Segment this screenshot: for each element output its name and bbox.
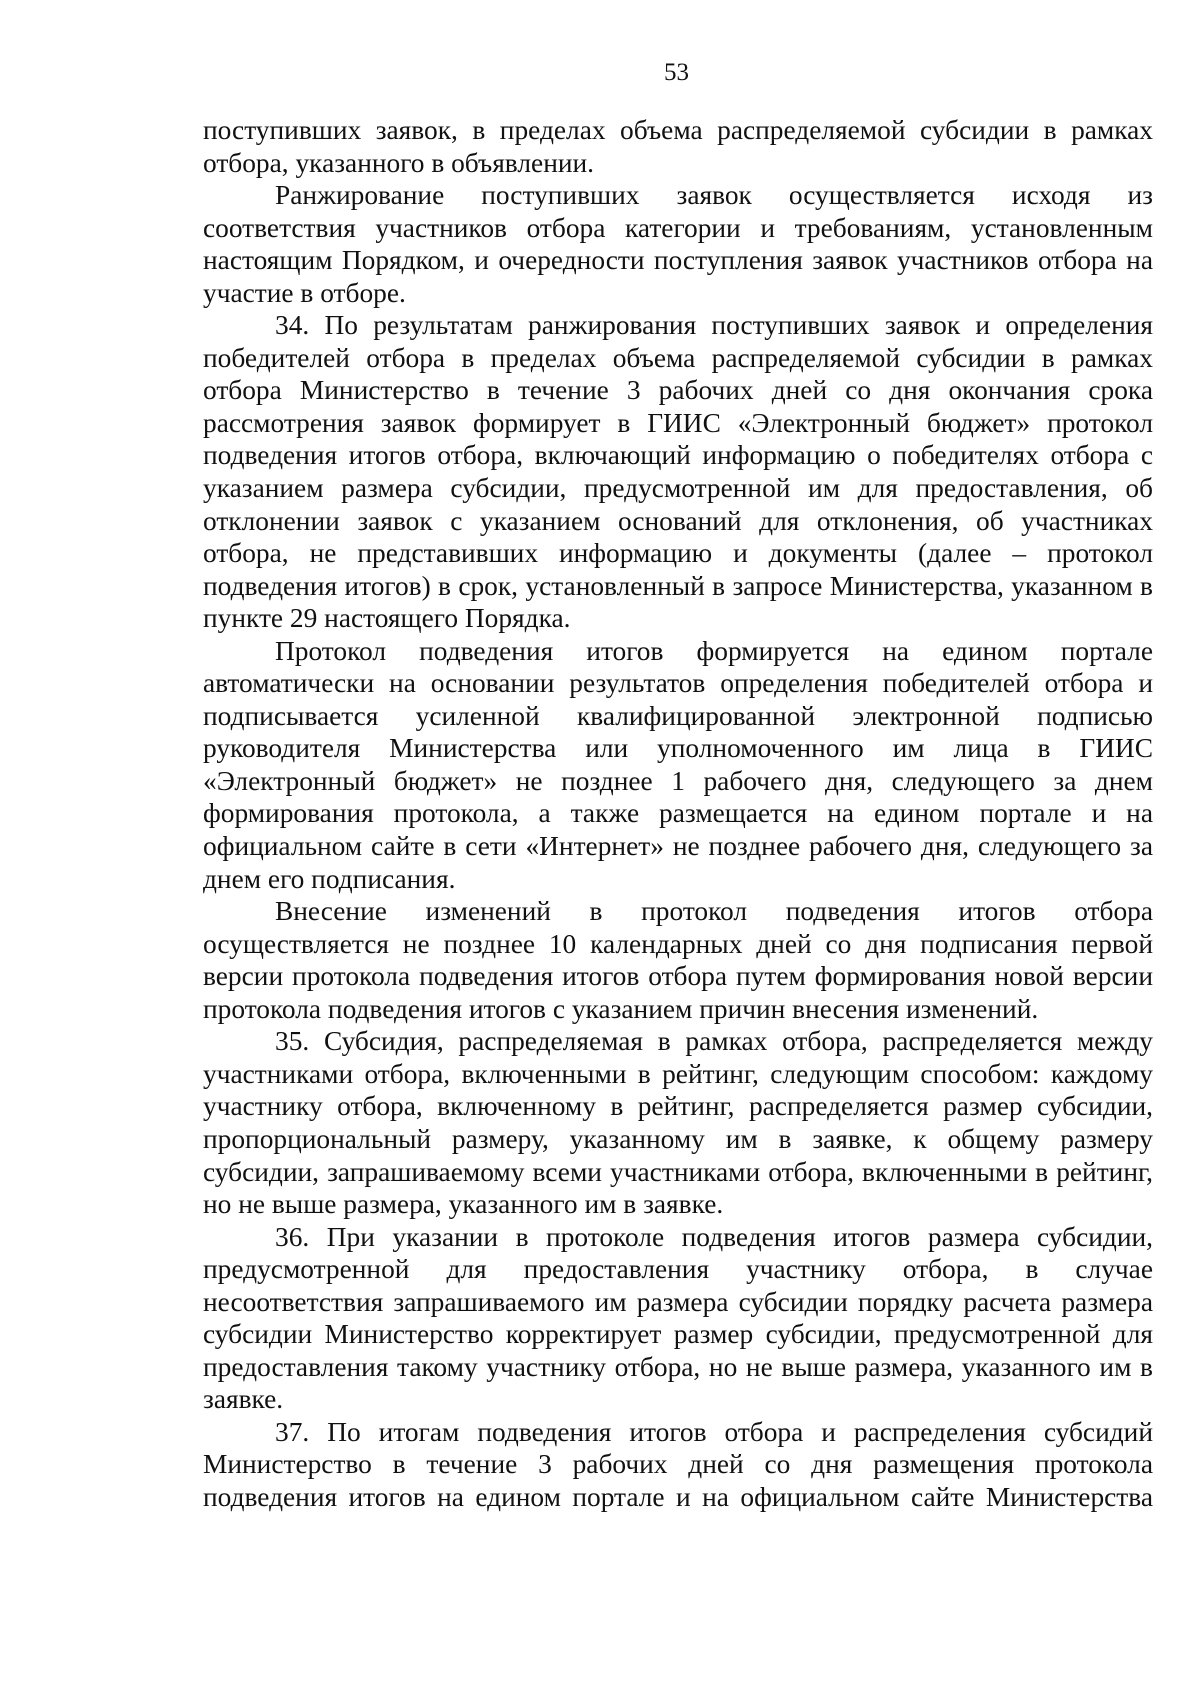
paragraph-protocol: Протокол подведения итогов формируется на едином портале автоматически на основании результатов определения победителей отбора и подписывается усиленной квалифицированной электронной подписью руководителя Министерства или уполномоченного им лица в ГИИС «Электронный бюджет» не позднее 1 рабочего дня, следующего за днем формирования протокола, а также размещается на едином портале и на официальном сайте в сети «Интернет» не позднее рабочего дня, следующего за днем его подписания. xyxy=(203,635,1153,894)
paragraph-item-37: 37. По итогам подведения итогов отбора и распределения субсидий Министерство в течение 3 рабочих дней со дня размещения протокола подведения итогов на едином портале и на официальном сайте Министерства xyxy=(203,1416,1153,1512)
document-body xyxy=(203,114,1153,1514)
paragraph-item-34: 34. По результатам ранжирования поступивших заявок и определения победителей отбора в пределах объема распределяемой субсидии в рамках отбора Министерство в течение 3 рабочих дней со дня окончания срока рассмотрения заявок формирует в ГИИС «Электронный бюджет» протокол подведения итогов отбора, включающий информацию о победителях отбора с указанием размера субсидии, предусмотренной им для предоставления, об отклонении заявок с указанием оснований для отклонения, об участниках отбора, не представивших информацию и документы (далее – протокол подведения итогов) в срок, установленный в запросе Министерства, указанном в пункте 29 настоящего Порядка. xyxy=(203,310,1153,634)
paragraph-item-36: 36. При указании в протоколе подведения итогов размера субсидии, предусмотренной для предоставления участнику отбора, в случае несоответствия запрашиваемого им размера субсидии порядку расчета размера субсидии Министерство корректирует размер субсидии, предусмотренной для предоставления такому участнику отбора, но не выше размера, указанного им в заявке. xyxy=(203,1221,1153,1415)
paragraph-ranking: Ранжирование поступивших заявок осуществляется исходя из соответствия участников отбора категории и требованиям, установленным настоящим Порядком, и очередности поступления заявок участников отбора на участие в отборе. xyxy=(203,180,1153,308)
paragraph-item-35: 35. Субсидия, распределяемая в рамках отбора, распределяется между участниками отбора, включенными в рейтинг, следующим способом: каждому участнику отбора, включенному в рейтинг, распределяется размер субсидии, пропорциональный размеру, указанному им в заявке, к общему размеру субсидии, запрашиваемому всеми участниками отбора, включенными в рейтинг, но не выше размера, указанного им в заявке. xyxy=(203,1026,1153,1220)
paragraph-amendments: Внесение изменений в протокол подведения итогов отбора осуществляется не позднее 10 календарных дней со дня подписания первой версии протокола подведения итогов отбора путем формирования новой версии протокола подведения итогов с указанием причин внесения изменений. xyxy=(203,896,1153,1024)
page-number: 53 xyxy=(664,59,689,86)
paragraph-continuation: поступивших заявок, в пределах объема распределяемой субсидии в рамках отбора, указанного в объявлении. xyxy=(203,115,1153,178)
